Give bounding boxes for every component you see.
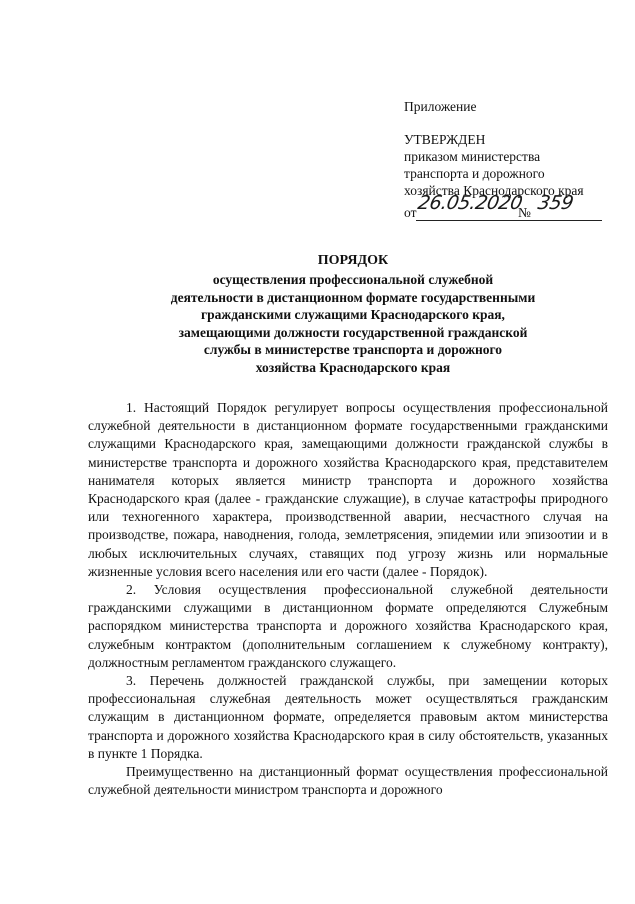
heading-line: замещающими должности государственной гражданской xyxy=(178,324,528,340)
approval-block xyxy=(404,98,616,223)
document-body xyxy=(88,399,608,799)
document-title: ПОРЯДОК xyxy=(317,253,389,268)
order-date-number-line xyxy=(404,192,616,223)
handwritten-date: 26.05.2020 xyxy=(416,192,524,214)
paragraph-3: 3. Перечень должностей гражданской службы, при замещении которых профессиональная служебная деятельность может осуществляться гражданским служащим в дистанционном формате, определяется правовым актом министерства транспорта и дорожного хозяйства Краснодарского края в силу обстоятельств, указанных в пункте 1 Порядка. xyxy=(88,673,608,761)
document-heading xyxy=(88,252,618,376)
handwritten-number: 359 xyxy=(536,192,575,214)
order-line-2: транспорта и дорожного xyxy=(404,166,545,181)
paragraph-1: 1. Настоящий Порядок регулирует вопросы осуществления профессиональной служебной деятельности в дистанционном формате государственными гражданскими служащими Краснодарского края, замещающими должности гражданской службы в министерстве транспорта и дорожного хозяйства Краснодарского края, представителем нанимателя которых является министр транспорта и дорожного хозяйства Краснодарского края (далее - гражданские служащие), в случае катастрофы природного или техногенного характера, производственной аварии, несчастного случая на производстве, пожара, наводнения, голода, землетрясения, эпидемии или эпизоотии и в любых исключительных случаях, ставящих под угрозу жизнь или нормальные жизненные условия всего населения или его части (далее - Порядок). xyxy=(88,400,608,579)
heading-line: деятельности в дистанционном формате государственными xyxy=(170,289,536,305)
paragraph-4: Преимущественно на дистанционный формат осуществления профессиональной служебной деятельности министром транспорта и дорожного xyxy=(88,764,608,798)
order-line-1: приказом министерства xyxy=(404,149,541,164)
heading-line: службы в министерстве транспорта и дорожного xyxy=(203,342,503,357)
heading-line: осуществления профессиональной служебной xyxy=(212,272,494,287)
approved-label: УТВЕРЖДЕН xyxy=(404,132,486,147)
date-prefix: от xyxy=(404,205,417,220)
heading-line: хозяйства Краснодарского края xyxy=(255,359,451,375)
annex-label: Приложение xyxy=(404,99,477,114)
heading-line: гражданскими служащими Краснодарского края, xyxy=(201,307,505,322)
signature-underline xyxy=(416,220,602,221)
order-line-3: хозяйства Краснодарского края xyxy=(404,183,584,198)
paragraph-2: 2. Условия осуществления профессиональной служебной деятельности гражданскими служащими в дистанционном формате определяются Служебным распорядком министерства транспорта и дорожного хозяйства Краснодарского края, служебным контрактом (дополнительным соглашением к служебному контракту), должностным регламентом гражданского служащего. xyxy=(88,582,608,670)
number-sign: № xyxy=(518,205,531,220)
